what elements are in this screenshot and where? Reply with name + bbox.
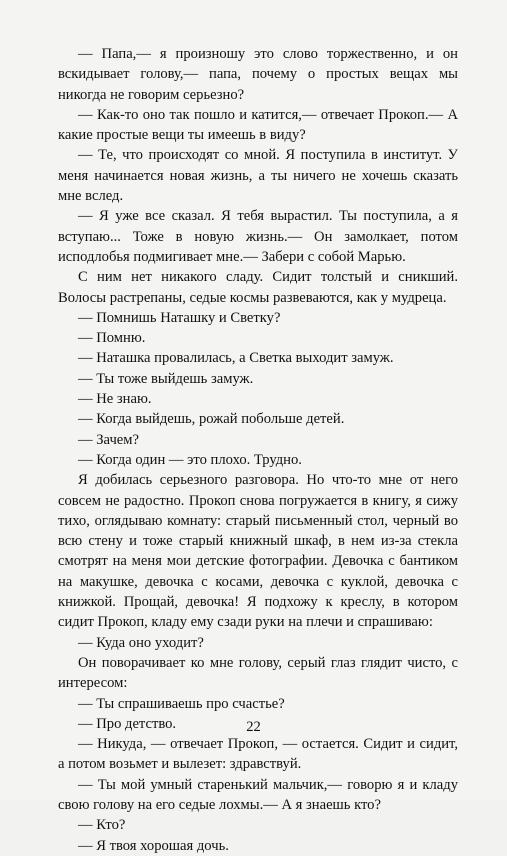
- paragraph: — Куда оно уходит?: [78, 634, 204, 651]
- paragraph: — Ты тоже выйдешь замуж.: [78, 370, 254, 387]
- paragraph: С ним нет никакого сладу. Сидит толстый и сникший. Волосы растрепаны, седые космы развеваются, как у мудреца.: [58, 269, 458, 306]
- paragraph: Я добилась серьезного разговора. Но что-то мне от него совсем не радостно. Прокоп снова погружается в книгу, я сижу тихо, оглядываю комнату: старый письменный стол, черный во всю стену и тоже старый книжный шкаф, в нем из-за стекла смотрят на меня мои детские фотографии. Девочка с бантиком на макушке, девочка с косами, девочка с куклой, девочка с книжкой. Прощай, девочка! Я подхожу к креслу, в котором сидит Прокоп, кладу ему сзади руки на плечи и спрашиваю:: [58, 472, 458, 631]
- paragraph: — Помню.: [78, 330, 146, 347]
- paragraph: — Когда выйдешь, рожай побольше детей.: [78, 411, 345, 428]
- paragraph: — Когда один — это плохо. Трудно.: [78, 451, 302, 468]
- paragraph: — Я уже все сказал. Я тебя вырастил. Ты поступила, а я вступаю... Тоже в новую жизнь.— Он замолкает, потом исподлобья подмигивает мне.— Забери с собой Марью.: [58, 208, 458, 265]
- paragraph: — Ты спрашиваешь про счастье?: [78, 695, 285, 712]
- paragraph: — Те, что происходят со мной. Я поступила в институт. У меня начинается новая жизнь, а ты ничего не хочешь сказать мне вслед.: [58, 147, 458, 205]
- paragraph: Он поворачивает ко мне голову, серый глаз глядит чисто, с интересом:: [58, 654, 458, 692]
- paragraph: — Ты мой умный старенький мальчик,— говорю я и кладу свою голову на его седые лохмы.— А я знаешь кто?: [58, 776, 458, 813]
- paragraph: — Зачем?: [78, 431, 139, 448]
- paragraph: — Я твоя хорошая дочь.: [78, 837, 229, 854]
- paragraph: — Как-то оно так пошло и катится,— отвечает Прокоп.— А какие простые вещи ты имеешь в виду?: [58, 106, 458, 144]
- paragraph: — Наташка провалилась, а Светка выходит замуж.: [78, 350, 394, 367]
- paragraph: — Кто?: [78, 817, 126, 834]
- paragraph: — Папа,— я произношу это слово торжественно, и он вскидывает голову,— папа, почему о простых вещах мы никогда не говорим серьезно?: [58, 46, 458, 103]
- paragraph: — Помнишь Наташку и Светку?: [78, 309, 281, 326]
- paragraph: — Не знаю.: [78, 391, 152, 408]
- paragraph: — Про детство.: [78, 715, 177, 732]
- page-number: 22: [246, 719, 261, 735]
- paragraph: — Никуда, — отвечает Прокоп, — остается. Сидит и сидит, а потом возьмет и вылезет: здравствуй.: [58, 736, 458, 773]
